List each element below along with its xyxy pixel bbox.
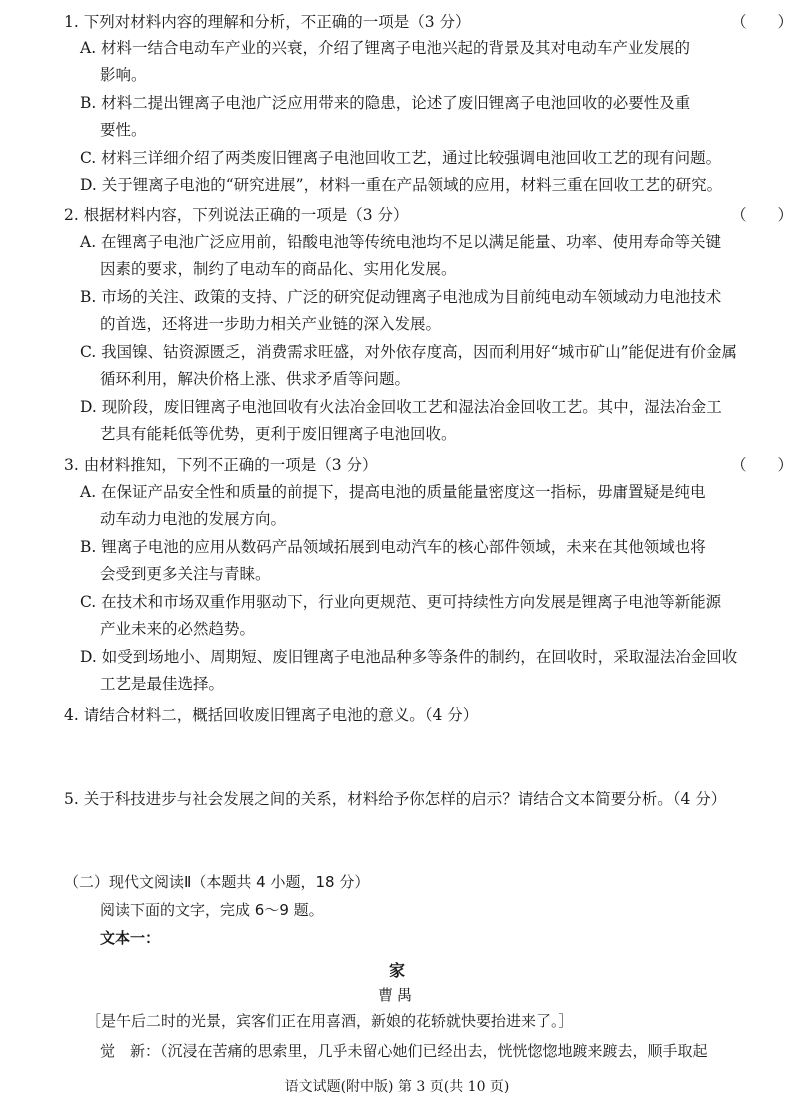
section2-heading: （二）现代文阅读Ⅱ（本题共 4 小题，18 分） [64, 873, 370, 891]
q2-option-c: C. 我国镍、钴资源匮乏，消费需求旺盛，对外依存度高，因而利用好“城市矿山”能促进有价金属 [80, 343, 738, 361]
q3-option-c-cont: 产业未来的必然趋势。 [100, 620, 256, 638]
q3-option-d: D. 如受到场地小、周期短、废旧锂离子电池品种多等条件的制约，在回收时，采取湿法冶金回收 [80, 648, 738, 666]
q3-option-b-cont: 会受到更多关注与青睐。 [100, 565, 271, 583]
section2-instruction: 阅读下面的文字，完成 6～9 题。 [100, 901, 324, 919]
q3-stem: 3. 由材料推知，下列不正确的一项是（3 分） [64, 456, 378, 474]
q3-option-c: C. 在技术和市场双重作用驱动下，行业向更规范、更可持续性方向发展是锂离子电池等新能源 [80, 593, 722, 611]
play-title: 家 [388, 961, 405, 980]
q2-answer-paren: （ ） [731, 206, 794, 224]
q1-option-c: C. 材料三详细介绍了两类废旧锂离子电池回收工艺，通过比较强调电池回收工艺的现有问题。 [80, 149, 722, 167]
stage-direction: ［是午后二时的光景，宾客们正在用喜酒，新娘的花轿就快要抬进来了。］ [86, 1012, 574, 1030]
q2-option-d: D. 现阶段，废旧锂离子电池回收有火法冶金回收工艺和湿法冶金回收工艺。其中，湿法冶金工 [80, 398, 722, 416]
q4-answer-space[interactable] [64, 730, 780, 780]
text-one-label: 文本一： [100, 929, 161, 947]
q1-stem: 1. 下列对材料内容的理解和分析，不正确的一项是（3 分） [64, 13, 471, 31]
q2-option-b: B. 市场的关注、政策的支持、广泛的研究促动锂离子电池成为目前纯电动车领域动力电池技术 [80, 288, 722, 306]
q1-option-a: A. 材料一结合电动车产业的兴衰，介绍了锂离子电池兴起的背景及其对电动车产业发展的 [80, 39, 691, 57]
q1-option-b-cont: 要性。 [100, 121, 147, 139]
q2-option-b-cont: 的首选，还将进一步助力相关产业链的深入发展。 [100, 315, 442, 333]
q2-option-c-cont: 循环利用，解决价格上涨、供求矛盾等问题。 [100, 370, 411, 388]
q2-option-a: A. 在锂离子电池广泛应用前，铅酸电池等传统电池均不足以满足能量、功率、使用寿命等关键 [80, 233, 722, 251]
q2-option-a-cont: 因素的要求，制约了电动车的商品化、实用化发展。 [100, 260, 457, 278]
q1-option-b: B. 材料二提出锂离子电池广泛应用带来的隐患，论述了废旧锂离子电池回收的必要性及重 [80, 94, 691, 112]
page-footer: 语文试题(附中版) 第 3 页(共 10 页) [284, 1079, 510, 1095]
q4-stem: 4. 请结合材料二，概括回收废旧锂离子电池的意义。（4 分） [64, 706, 479, 724]
play-author: 曹禺 [377, 986, 416, 1004]
q1-option-d: D. 关于锂离子电池的“研究进展”，材料一重在产品领域的应用，材料三重在回收工艺的研究。 [80, 176, 723, 194]
q2-option-d-cont: 艺具有能耗低等优势，更利于废旧锂离子电池回收。 [100, 425, 457, 443]
q3-option-d-cont: 工艺是最佳选择。 [100, 675, 225, 693]
dialogue-juexin: 觉 新：（沉浸在苦痛的思索里，几乎未留心她们已经出去，恍恍惚惚地踱来踱去，顺手取起 [100, 1042, 708, 1060]
q3-answer-paren: （ ） [731, 456, 794, 474]
q1-answer-paren: （ ） [731, 13, 794, 31]
q2-stem: 2. 根据材料内容，下列说法正确的一项是（3 分） [64, 206, 409, 224]
q5-stem: 5. 关于科技进步与社会发展之间的关系，材料给予你怎样的启示？请结合文本简要分析。（4 分） [64, 790, 727, 808]
q1-option-a-cont: 影响。 [100, 66, 147, 84]
q5-answer-space[interactable] [64, 812, 780, 862]
q3-option-b: B. 锂离子电池的应用从数码产品领域拓展到电动汽车的核心部件领域，未来在其他领域也将 [80, 538, 706, 556]
q3-option-a-cont: 动车动力电池的发展方向。 [100, 510, 287, 528]
q3-option-a: A. 在保证产品安全性和质量的前提下，提高电池的质量能量密度这一指标，毋庸置疑是纯电 [80, 483, 706, 501]
